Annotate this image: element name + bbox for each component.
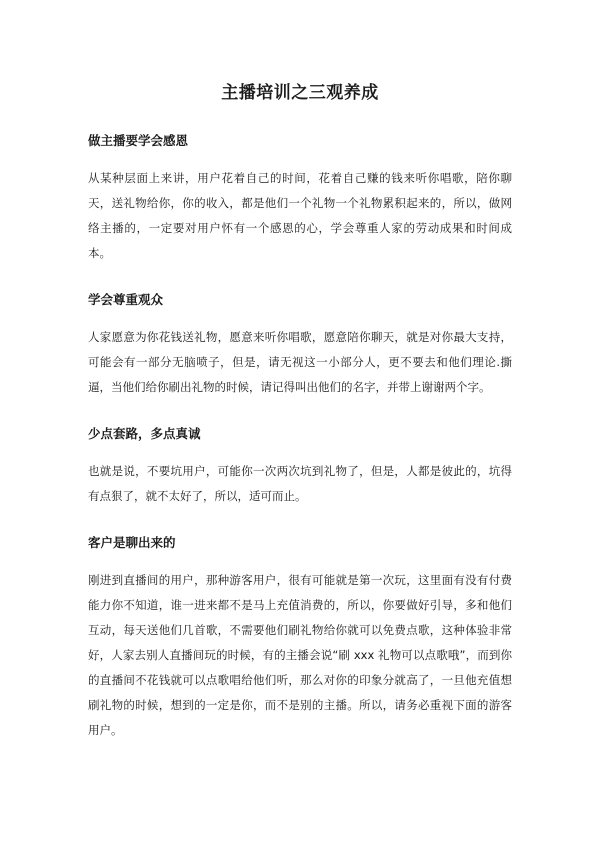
section-heading: 客户是聊出来的	[88, 535, 176, 550]
document-title: 主播培训之三观养成	[221, 83, 379, 103]
section-paragraph: 人家愿意为你花钱送礼物，愿意来听你唱歌，愿意陪你聊天，就是对你最大支持，可能会有一部分无脑喷子，但是，请无视这一小部分人，更不要去和他们理论.撕逼，当他们给你刷出礼物的时候，请记得叫出他们的名字，并带上谢谢两个字。	[88, 330, 512, 394]
section-sincerity	[88, 424, 512, 509]
section-paragraph: 也就是说，不要坑用户，可能你一次两次坑到礼物了，但是，人都是彼此的，坑得有点狠了，就不太好了，所以，适可而止。	[88, 464, 512, 503]
section-respect-audience	[88, 290, 512, 400]
section-paragraph: 从某种层面上来讲，用户花着自己的时间，花着自己赚的钱来听你唱歌，陪你聊天，送礼物给你，你的收入，都是他们一个礼物一个礼物累积起来的，所以，做网络主播的，一定要对用户怀有一个感恩的心，学会尊重人家的劳动成果和时间成本。	[88, 171, 512, 260]
section-heading: 少点套路，多点真诚	[88, 426, 201, 441]
section-gratitude	[88, 131, 512, 266]
section-customer-chat	[88, 533, 512, 743]
section-heading: 学会尊重观众	[88, 292, 164, 307]
section-heading: 做主播要学会感恩	[88, 133, 189, 148]
section-paragraph: 刚进到直播间的用户，那种游客用户，很有可能就是第一次玩，这里面有没有付费能力你不知道，谁一进来都不是马上充值消费的，所以，你要做好引导，多和他们互动，每天送他们几首歌，不需要他们刷礼物给你就可以免费点歌，这种体验非常好，人家去别人直播间玩的时候，有的主播会说“刷 xxx 礼物可以点歌哦”，而到你的直播间不花钱就可以点歌唱给他们听，那么对你的印象分就高了，一旦他充值想刷礼物的时候，想到的一定是你，而不是别的主播。所以，请务必重视下面的游客用户。	[88, 573, 512, 737]
